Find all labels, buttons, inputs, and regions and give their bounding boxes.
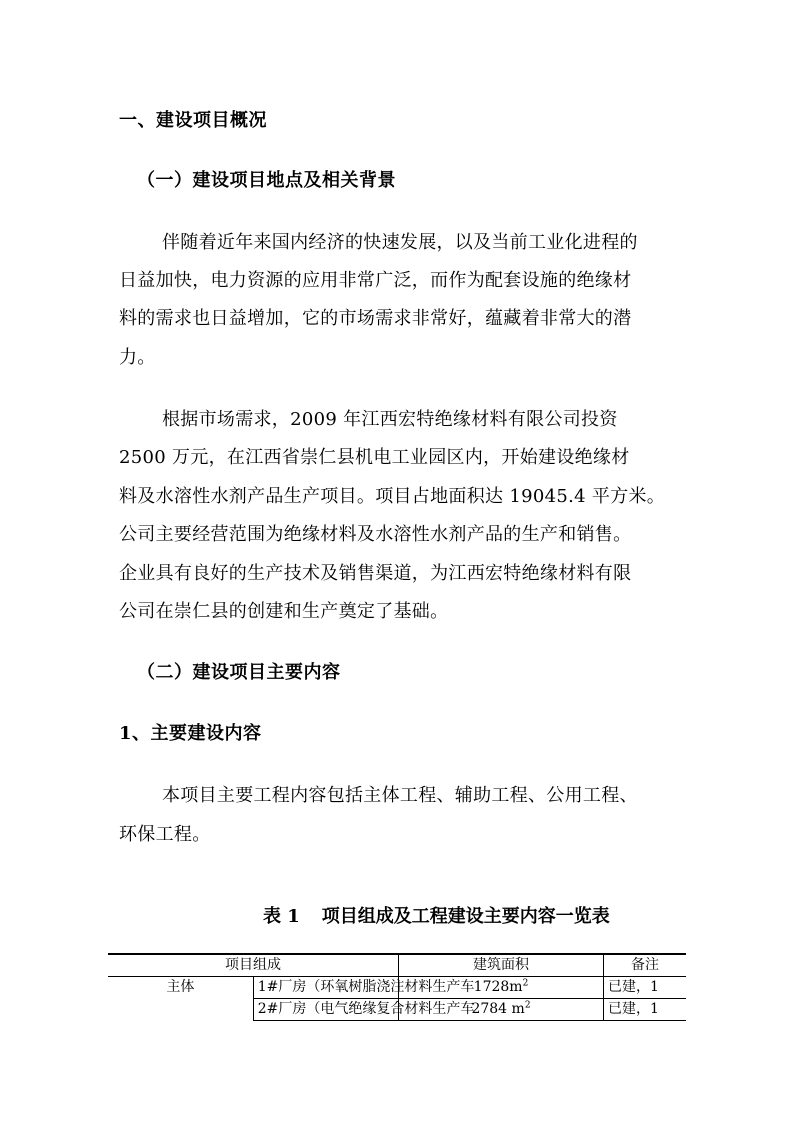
paragraph-line: 伴随着近年来国内经济的快速发展，以及当前工业化进程的 [162,232,638,253]
project-composition-table [108,953,686,1021]
table-caption-text: 项目组成及工程建设主要内容一览表 [321,906,610,927]
paragraph-line: 本项目主要工程内容包括主体工程、辅助工程、公用工程、 [162,785,638,806]
subsection-heading-content: （二）建设项目主要内容 [137,662,341,683]
area-value: 2784 m [471,1001,525,1017]
item-heading-construction: 1、主要建设内容 [119,723,262,744]
subsection-heading-location: （一）建设项目地点及相关背景 [137,170,396,191]
header-note: 备注 [604,954,687,977]
paragraph-line: 2500 万元，在江西省崇仁县机电工业园区内，开始建设绝缘材 [119,447,630,468]
area-unit-sup: 2 [522,978,529,989]
paragraph-line: 料及水溶性水剂产品生产项目。项目占地面积达 19045.4 平方米。 [119,486,666,507]
paragraph-line: 企业具有良好的生产技术及销售渠道，为江西宏特绝缘材料有限 [119,563,632,584]
paragraph-line: 日益加快，电力资源的应用非常广泛，而作为配套设施的绝缘材 [119,270,632,291]
paragraph-line: 环保工程。 [119,824,211,845]
header-composition: 项目组成 [108,954,399,977]
category-cell: 主体 [166,979,195,996]
table-number: 表 1 [263,906,300,927]
area-unit-sup: 2 [524,1000,531,1011]
note-cell: 已建，1 [604,999,687,1021]
header-area: 建筑面积 [399,954,604,977]
paragraph-line: 公司在崇仁县的创建和生产奠定了基础。 [119,601,449,622]
paragraph-line: 根据市场需求，2009 年江西宏特绝缘材料有限公司投资 [162,409,618,430]
paragraph-line: 料的需求也日益增加，它的市场需求非常好，蕴藏着非常大的潜 [119,308,632,329]
category-cell-empty [108,999,253,1021]
paragraph-line: 力。 [119,347,156,368]
table-row [108,999,686,1021]
area-value: 1728m [473,979,523,995]
table-row [108,977,686,999]
table-header-row [108,954,686,977]
section-heading: 一、建设项目概况 [119,110,267,131]
item-cell: 1#厂房（环氧树脂浇注材料生产车 [253,977,398,999]
table-caption [263,902,610,928]
note-cell: 已建，1 [604,977,687,999]
paragraph-line: 公司主要经营范围为绝缘材料及水溶性水剂产品的生产和销售。 [119,524,632,545]
item-cell: 2#厂房（电气绝缘复合材料生产车 [253,999,398,1021]
